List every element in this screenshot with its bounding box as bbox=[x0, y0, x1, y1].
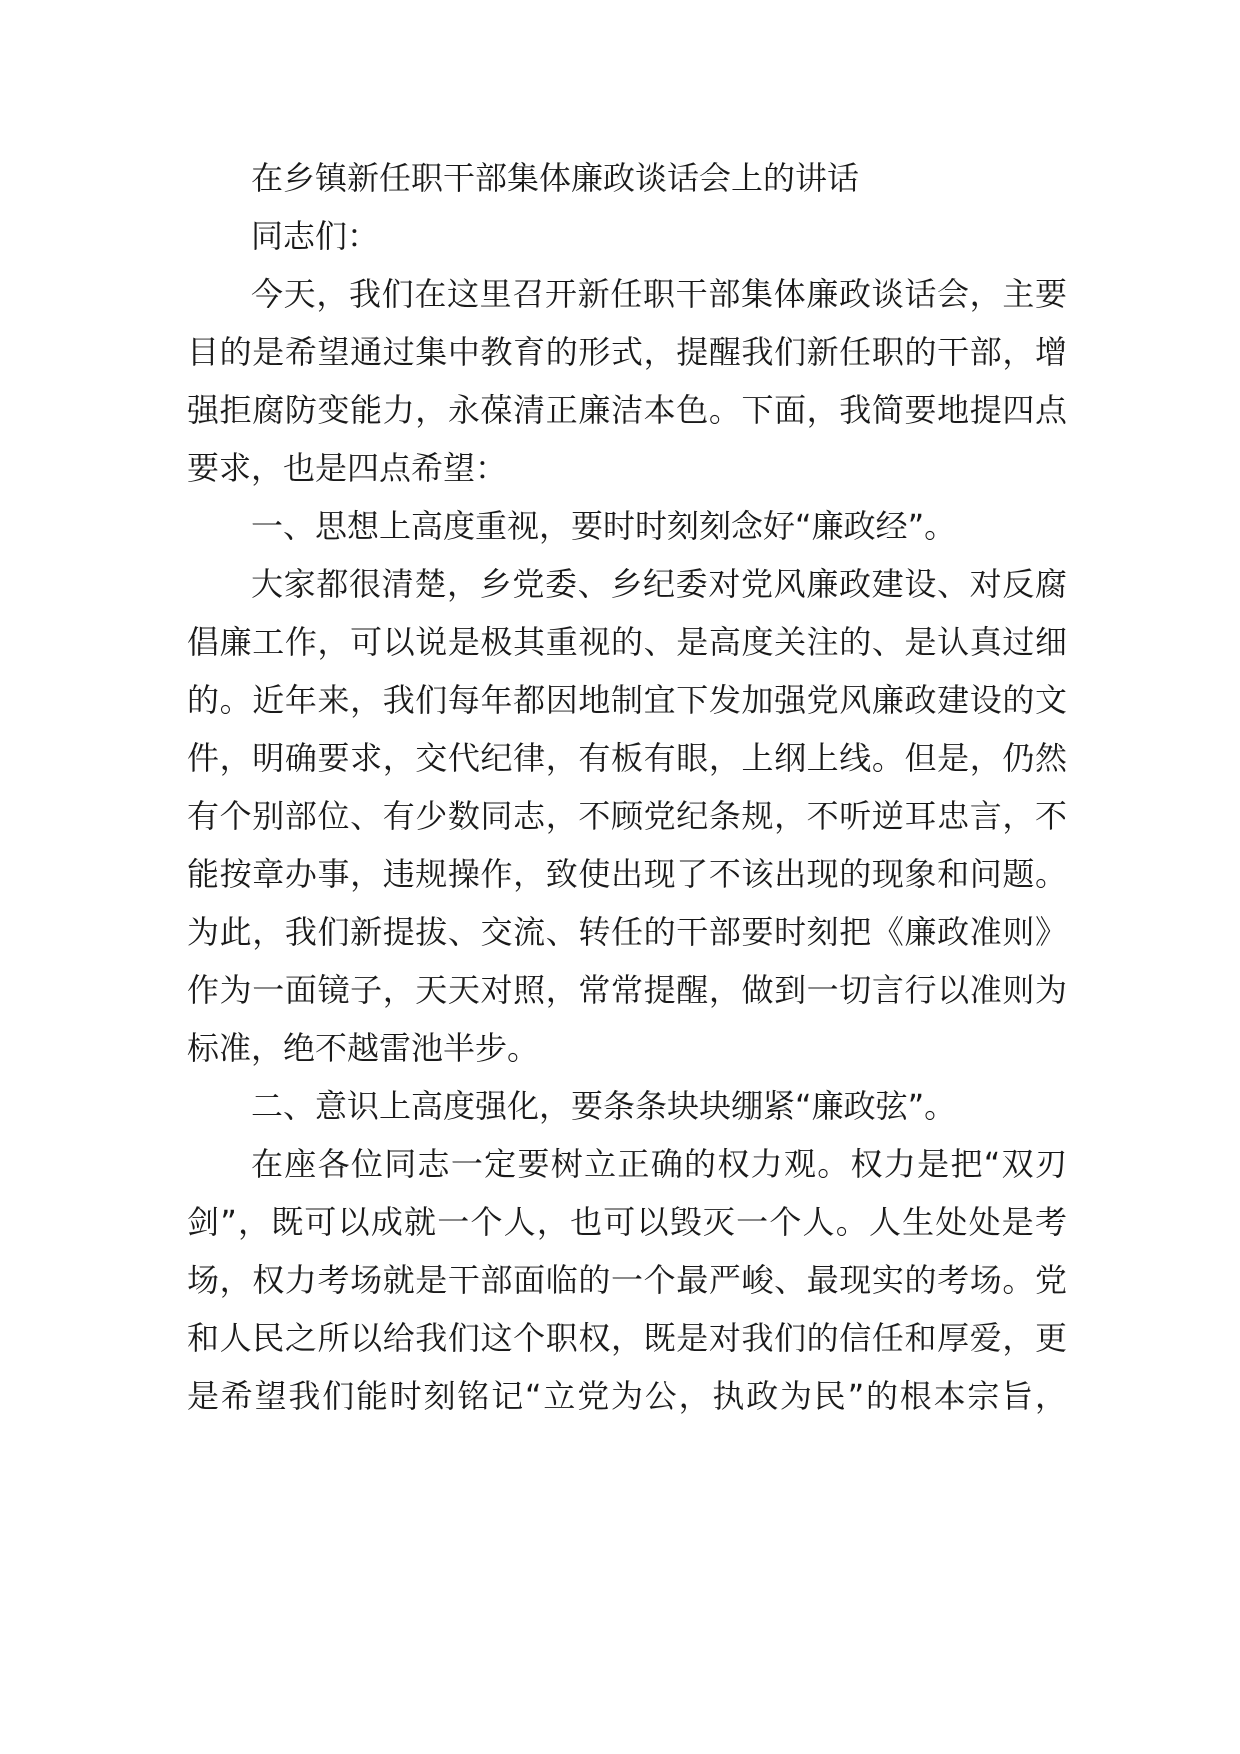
document-title: 在乡镇新任职干部集体廉政谈话会上的讲话 bbox=[251, 159, 860, 197]
body-line: 要求，也是四点希望： bbox=[187, 449, 508, 487]
body-line: 件，明确要求，交代纪律，有板有眼，上纲上线。但是，仍然 bbox=[187, 739, 1067, 777]
body-line: 和人民之所以给我们这个职权，既是对我们的信任和厚爱，更 bbox=[187, 1319, 1067, 1357]
body-line: 今天，我们在这里召开新任职干部集体廉政谈话会，主要 bbox=[251, 275, 1067, 313]
body-line: 能按章办事，违规操作，致使出现了不该出现的现象和问题。 bbox=[187, 855, 1067, 893]
body-line: 是希望我们能时刻铭记“立党为公，执政为民”的根本宗旨， bbox=[187, 1377, 1067, 1415]
body-line: 标准，绝不越雷池半步。 bbox=[187, 1029, 540, 1067]
body-line: 为此，我们新提拔、交流、转任的干部要时刻把《廉政准则》 bbox=[187, 913, 1067, 951]
body-line: 大家都很清楚，乡党委、乡纪委对党风廉政建设、对反腐 bbox=[251, 565, 1067, 603]
section-heading-2: 二、意识上高度强化，要条条块块绷紧“廉政弦”。 bbox=[251, 1087, 957, 1125]
section-heading-1: 一、思想上高度重视，要时时刻刻念好“廉政经”。 bbox=[251, 507, 957, 545]
body-line: 目的是希望通过集中教育的形式，提醒我们新任职的干部，增 bbox=[187, 333, 1067, 371]
body-line: 倡廉工作，可以说是极其重视的、是高度关注的、是认真过细 bbox=[187, 623, 1067, 661]
body-line: 在座各位同志一定要树立正确的权力观。权力是把“双刃 bbox=[251, 1145, 1067, 1183]
body-line: 剑”，既可以成就一个人，也可以毁灭一个人。人生处处是考 bbox=[187, 1203, 1067, 1241]
salutation: 同志们： bbox=[251, 217, 380, 255]
body-line: 作为一面镜子，天天对照，常常提醒，做到一切言行以准则为 bbox=[187, 971, 1067, 1009]
body-line: 场，权力考场就是干部面临的一个最严峻、最现实的考场。党 bbox=[187, 1261, 1067, 1299]
body-line: 有个别部位、有少数同志，不顾党纪条规，不听逆耳忠言，不 bbox=[187, 797, 1067, 835]
body-line: 的。近年来，我们每年都因地制宜下发加强党风廉政建设的文 bbox=[187, 681, 1067, 719]
body-line: 强拒腐防变能力，永葆清正廉洁本色。下面，我简要地提四点 bbox=[187, 391, 1067, 429]
